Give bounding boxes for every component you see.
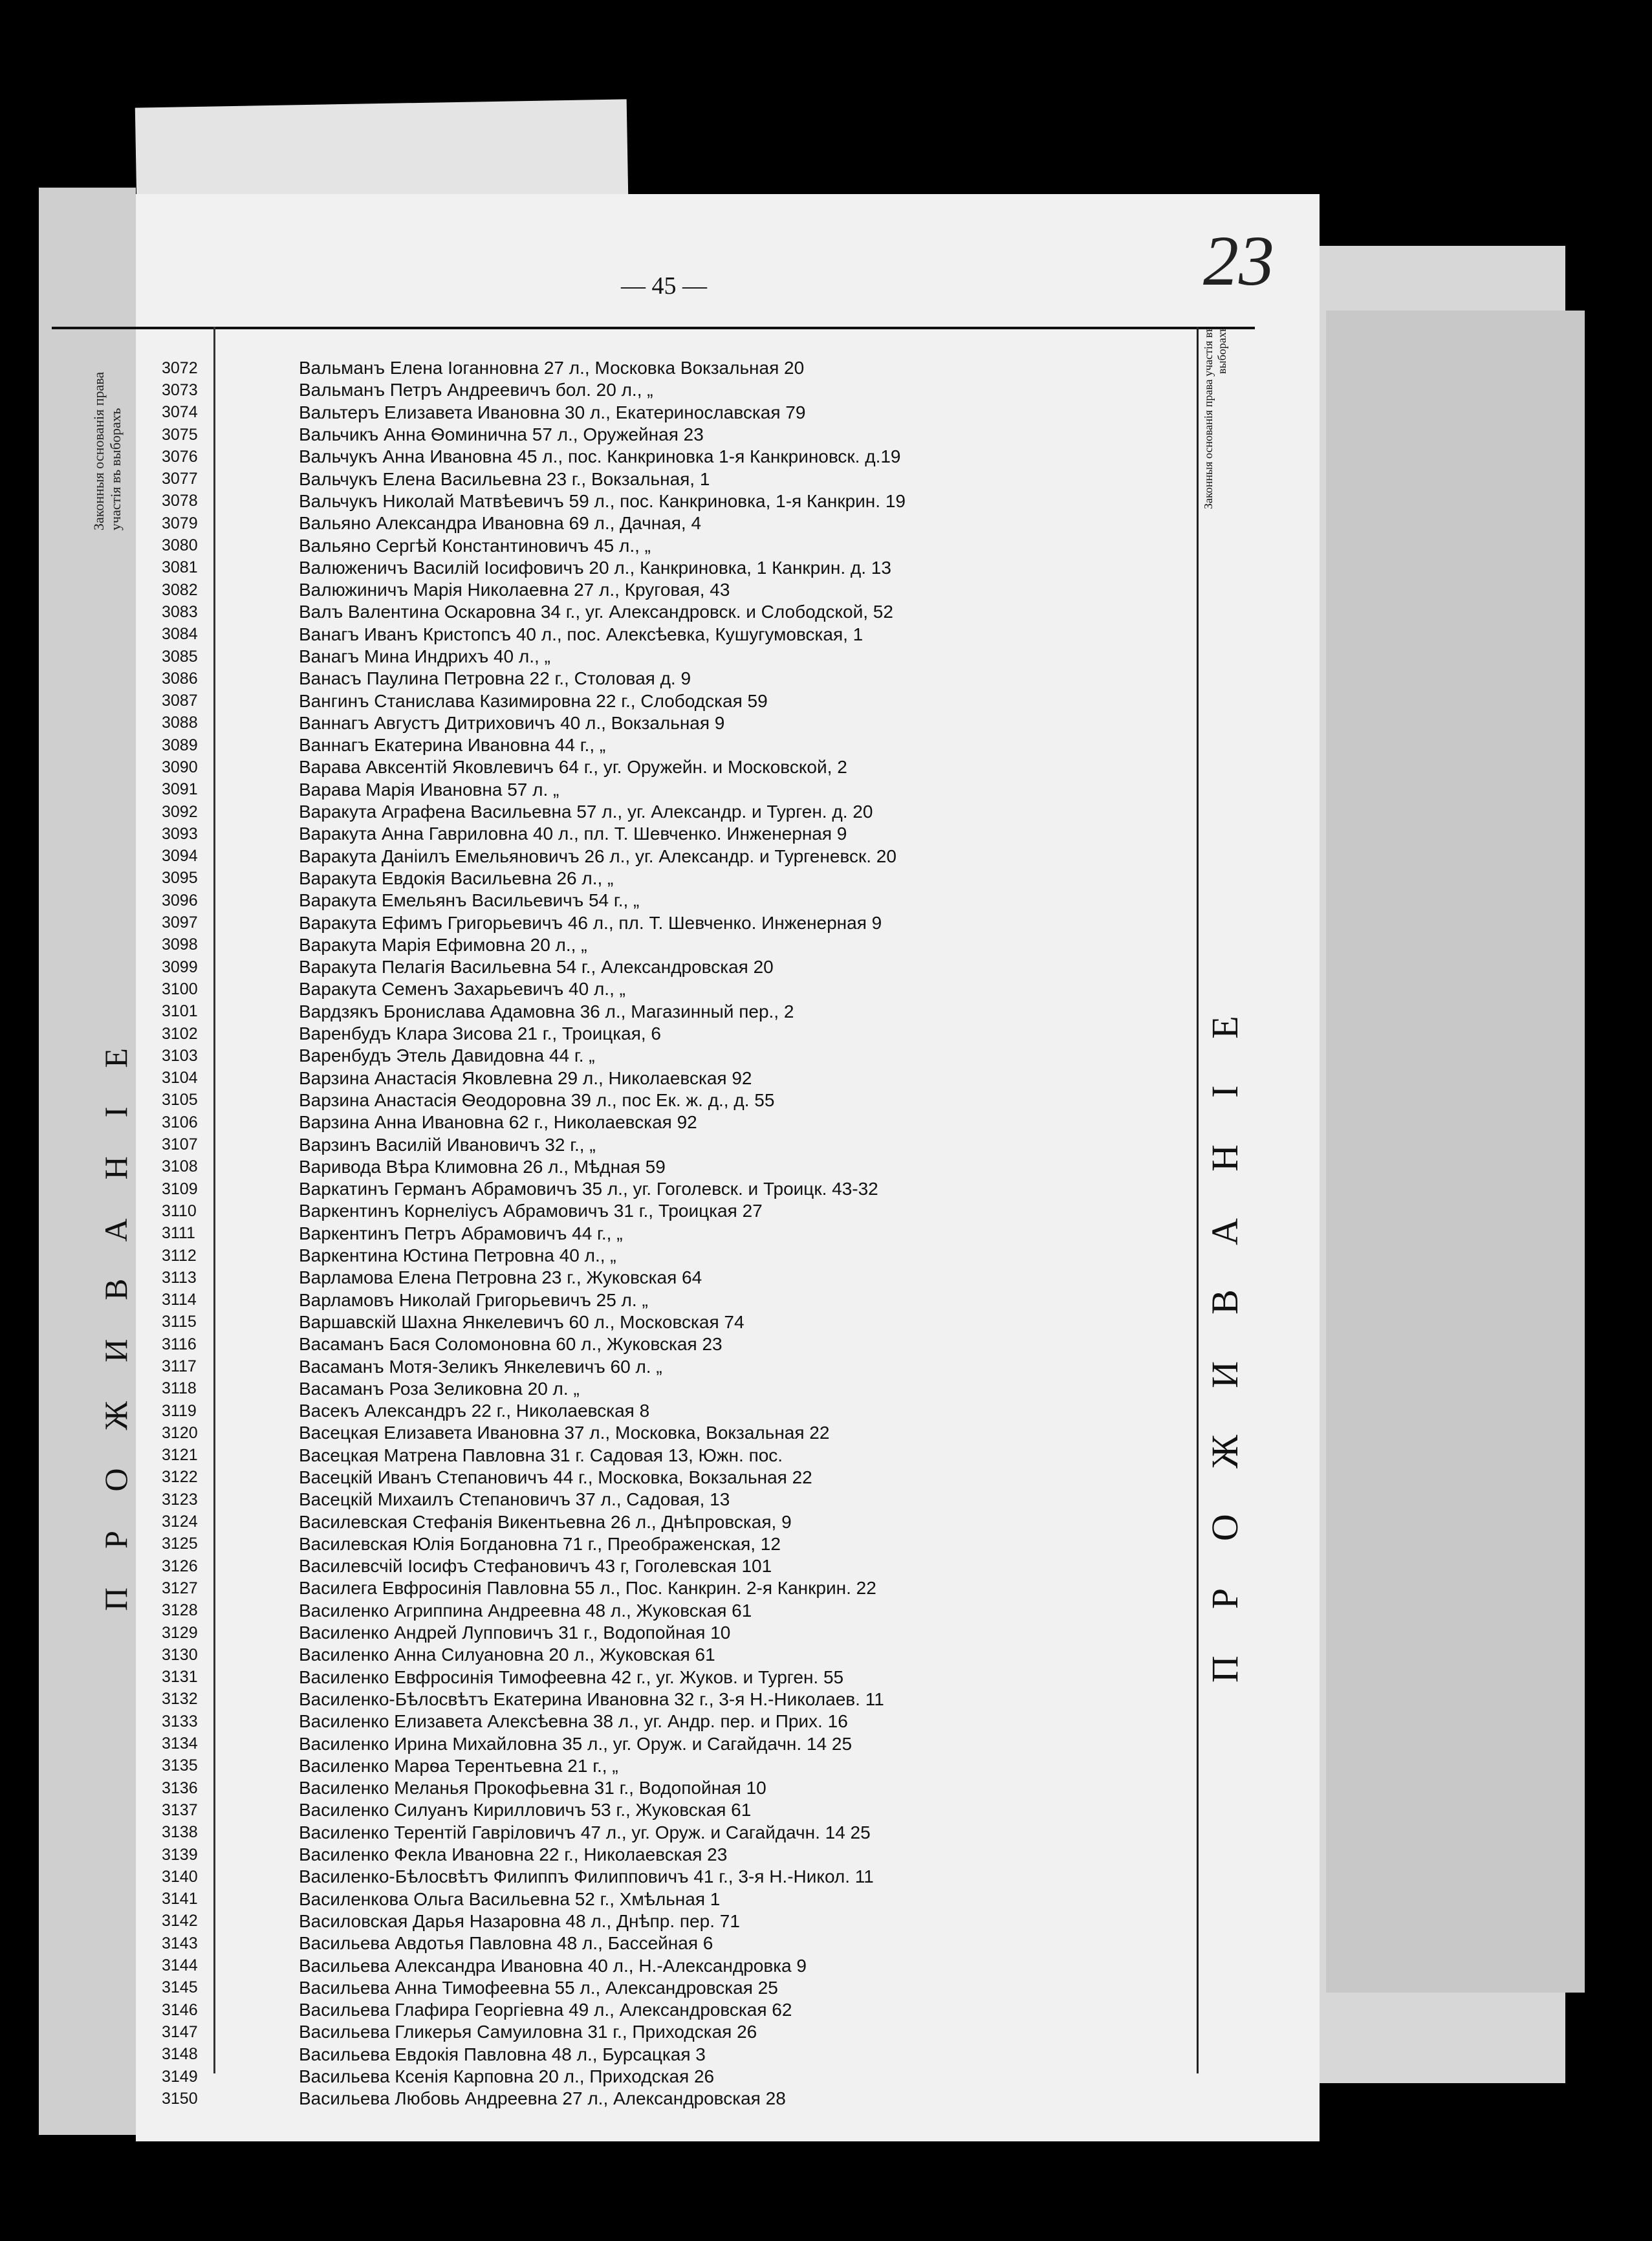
entry-text: Василенко Андрей Лупповичъ 31 г., Водопойная 10 [299, 1623, 731, 1643]
entry-text: Василега Евфросинія Павловна 55 л., Пос. Канкрин. 2-я Канкрин. 22 [299, 1578, 876, 1599]
entry-number: 3092 [162, 802, 198, 821]
entry-text: Вангинъ Станислава Казимировна 22 г., Слободская 59 [299, 690, 768, 711]
list-item [162, 712, 1184, 734]
entry-text: Василенко Елизавета Алексѣевна 38 л., уг. Андр. пер. и Прих. 16 [299, 1711, 848, 1732]
entry-number: 3083 [162, 602, 198, 621]
list-item [162, 912, 1184, 934]
entry-text: Васаманъ Бася Соломоновна 60 л., Жуковская 23 [299, 1334, 723, 1355]
right-column-rule [1197, 327, 1199, 2073]
entry-number: 3113 [162, 1268, 197, 1287]
entry-text: Валюженичъ Василій Іосифовичъ 20 л., Канкриновка, 1 Канкрин. д. 13 [299, 557, 891, 578]
entry-number: 3129 [162, 1623, 198, 1642]
entry-number: 3115 [162, 1313, 197, 1331]
entry-text: Ванагъ Иванъ Кристопсъ 40 л., пос. Алексѣевка, Кушугумовская, 1 [299, 624, 864, 644]
entry-number: 3109 [162, 1179, 198, 1198]
entry-text: Варенбудъ Этель Давидовна 44 г. „ [299, 1045, 595, 1066]
list-item [162, 1977, 1184, 1999]
entry-text: Варламова Елена Петровна 23 г., Жуковская 64 [299, 1267, 702, 1288]
entry-number: 3086 [162, 669, 198, 688]
entry-number: 3073 [162, 380, 198, 399]
entry-text: Васекъ Александръ 22 г., Николаевская 8 [299, 1401, 650, 1421]
entry-number: 3112 [162, 1246, 197, 1265]
entry-number: 3140 [162, 1867, 198, 1886]
entry-number: 3105 [162, 1091, 198, 1110]
right-column-label: Законныя основанія права участія въ выборахъ [1202, 327, 1228, 510]
list-item [162, 934, 1184, 956]
entry-text: Вальманъ Елена Іоганновна 27 л., Московка Вокзальная 20 [299, 358, 805, 378]
entry-number: 3103 [162, 1046, 198, 1065]
entry-text: Варзина Анастасія Яковлевна 29 л., Николаевская 92 [299, 1067, 752, 1088]
list-item [162, 624, 1184, 646]
entry-number: 3120 [162, 1423, 198, 1442]
entry-number: 3149 [162, 2067, 198, 2086]
entry-text: Вальчукъ Николай Матвѣевичъ 59 л., пос. Канкриновка, 1-я Канкрин. 19 [299, 490, 906, 511]
entry-text: Ванагъ Мина Индрихъ 40 л., „ [299, 646, 550, 666]
entry-number: 3087 [162, 692, 198, 710]
entry-text: Васильева Евдокія Павловна 48 л., Бурсацкая 3 [299, 2044, 706, 2064]
entry-text: Ванасъ Паулина Петровна 22 г., Столовая д. 9 [299, 668, 691, 689]
list-item [162, 512, 1184, 534]
entry-text: Василенко Евфросинія Тимофеевна 42 г., уг. Жуков. и Турген. 55 [299, 1667, 844, 1687]
entry-text: Ваннагъ Августъ Дитриховичъ 40 л., Вокзальная 9 [299, 712, 725, 733]
entry-number: 3096 [162, 891, 198, 910]
entry-number: 3118 [162, 1379, 197, 1398]
entry-text: Василенко Меланья Прокофьевна 31 г., Водопойная 10 [299, 1778, 766, 1798]
list-item [162, 1200, 1184, 1222]
right-column-word: ПРОЖИВАНІЕ [1204, 969, 1246, 1683]
entry-number: 3123 [162, 1490, 198, 1509]
entry-text: Василевская Стефанія Викентьевна 26 л., Днѣпровская, 9 [299, 1511, 792, 1532]
list-item [162, 1355, 1184, 1377]
entry-number: 3110 [162, 1201, 197, 1220]
list-item [162, 1511, 1184, 1533]
list-item [162, 1910, 1184, 1932]
list-item [162, 801, 1184, 823]
entry-text: Вальчикъ Анна Ѳоминична 57 л., Оружейная 23 [299, 424, 704, 445]
list-item [162, 668, 1184, 690]
entry-number: 3121 [162, 1446, 198, 1465]
entry-text: Васецкая Матрена Павловна 31 г. Садовая 13, Южн. пос. [299, 1445, 783, 1465]
list-item [162, 2021, 1184, 2043]
entry-text: Вальманъ Петръ Андреевичъ бол. 20 л., „ [299, 380, 653, 400]
entry-text: Варакута Анна Гавриловна 40 л., пл. Т. Шевченко. Инженерная 9 [299, 824, 847, 844]
entry-number: 3106 [162, 1113, 198, 1131]
entry-text: Варакута Семенъ Захарьевичъ 40 л., „ [299, 979, 625, 1000]
left-strip-label: Законныя основанія права участія въ выборахъ [91, 371, 124, 530]
entry-text: Василенко Силуанъ Кирилловичъ 53 г., Жуковская 61 [299, 1800, 752, 1820]
list-item [162, 1489, 1184, 1511]
entry-text: Васильева Глафира Георгіевна 49 л., Александровская 62 [299, 2000, 792, 2020]
list-item [162, 1089, 1184, 1111]
entry-text: Варивода Вѣра Климовна 26 л., Мѣдная 59 [299, 1156, 666, 1177]
list-item [162, 1378, 1184, 1400]
entry-number: 3150 [162, 2089, 198, 2108]
entry-text: Вальчукъ Анна Ивановна 45 л., пос. Канкриновка 1-я Канкриновск. д.19 [299, 446, 901, 467]
list-item [162, 1777, 1184, 1799]
entry-number: 3098 [162, 935, 198, 954]
list-item [162, 1866, 1184, 1888]
list-item [162, 1400, 1184, 1422]
entry-text: Вальтеръ Елизавета Ивановна 30 л., Екатеринославская 79 [299, 402, 806, 422]
entry-text: Василевсчій Іосифъ Стефановичъ 43 г, Гоголевская 101 [299, 1556, 772, 1577]
entry-text: Варакута Аграфена Васильевна 57 л., уг. Александр. и Турген. д. 20 [299, 802, 873, 822]
entry-text: Васецкій Михаилъ Степановичъ 37 л., Садовая, 13 [299, 1489, 730, 1510]
list-item [162, 1001, 1184, 1023]
entry-text: Варшавскій Шахна Янкелевичъ 60 л., Московская 74 [299, 1311, 744, 1332]
list-item [162, 2066, 1184, 2088]
left-strip-word: ПРОЖИВАНІЕ [98, 1009, 134, 1611]
list-item [162, 490, 1184, 512]
entry-number: 3126 [162, 1557, 198, 1575]
entry-number: 3137 [162, 1800, 198, 1819]
entry-number: 3114 [162, 1291, 197, 1309]
list-item [162, 1156, 1184, 1178]
entry-text: Васильева Ксенія Карповна 20 л., Приходская 26 [299, 2066, 715, 2086]
entry-number: 3090 [162, 758, 198, 776]
entry-text: Василенко Ирина Михайловна 35 л., уг. Оруж. и Сагайдачн. 14 25 [299, 1733, 853, 1754]
entry-number: 3080 [162, 536, 198, 555]
entry-number: 3074 [162, 403, 198, 422]
entry-number: 3089 [162, 736, 198, 754]
entry-number: 3127 [162, 1579, 198, 1597]
entry-number: 3134 [162, 1734, 198, 1753]
entry-number: 3116 [162, 1335, 197, 1353]
entry-number: 3130 [162, 1645, 198, 1664]
list-item [162, 1954, 1184, 1976]
entry-number: 3131 [162, 1668, 198, 1687]
entry-number: 3101 [162, 1002, 198, 1021]
list-item [162, 823, 1184, 845]
entry-text: Варава Авксентій Яковлевичъ 64 г., уг. Оружейн. и Московской, 2 [299, 757, 847, 778]
list-item [162, 1267, 1184, 1289]
list-item [162, 534, 1184, 556]
entry-text: Варзинъ Василій Ивановичъ 32 г., „ [299, 1134, 596, 1155]
entry-number: 3095 [162, 869, 198, 888]
list-item [162, 1667, 1184, 1689]
list-item [162, 1245, 1184, 1267]
entry-number: 3146 [162, 2000, 198, 2019]
list-item [162, 690, 1184, 712]
entry-text: Варакута Евдокія Васильевна 26 л., „ [299, 868, 614, 888]
entry-text: Варкентина Юстина Петровна 40 л., „ [299, 1245, 616, 1266]
list-item [162, 1689, 1184, 1711]
entry-text: Варакута Ефимъ Григорьевичъ 46 л., пл. Т. Шевченко. Инженерная 9 [299, 912, 882, 933]
list-item [162, 1622, 1184, 1644]
entry-number: 3076 [162, 447, 198, 466]
entry-text: Варенбудъ Клара Зисова 21 г., Троицкая, 6 [299, 1023, 661, 1044]
entry-text: Васаманъ Мотя-Зеликъ Янкелевичъ 60 л. „ [299, 1356, 662, 1377]
entry-text: Васильева Авдотья Павловна 48 л., Бассейная 6 [299, 1933, 713, 1954]
list-item [162, 1755, 1184, 1777]
list-item [162, 1311, 1184, 1333]
entry-number: 3108 [162, 1157, 198, 1176]
list-item [162, 1467, 1184, 1489]
entry-number: 3119 [162, 1401, 197, 1420]
list-item [162, 1045, 1184, 1067]
entry-number: 3077 [162, 470, 198, 488]
entry-text: Васильева Александра Ивановна 40 л., Н.-Александровка 9 [299, 1955, 807, 1976]
list-item [162, 1289, 1184, 1311]
entry-text: Василенко Анна Силуановна 20 л., Жуковская 61 [299, 1645, 715, 1665]
entry-number: 3132 [162, 1690, 198, 1709]
list-item [162, 357, 1184, 379]
entry-number: 3078 [162, 492, 198, 510]
entry-text: Василенко-Бѣлосвѣтъ Екатерина Ивановна 32 г., 3-я Н.-Николаев. 11 [299, 1689, 884, 1709]
entry-number: 3091 [162, 780, 198, 799]
entry-number: 3128 [162, 1601, 198, 1620]
entry-number: 3133 [162, 1712, 198, 1731]
list-item [162, 557, 1184, 579]
entry-number: 3143 [162, 1934, 198, 1952]
entry-number: 3093 [162, 824, 198, 843]
list-item [162, 1932, 1184, 1954]
entry-text: Васецкій Иванъ Степановичъ 44 г., Московка, Вокзальная 22 [299, 1467, 812, 1487]
entry-text: Варзина Анастасія Ѳеодоровна 39 л., пос Ек. ж. д., д. 55 [299, 1089, 775, 1110]
entry-text: Варакута Емельянъ Васильевичъ 54 г., „ [299, 890, 640, 911]
entry-text: Вальяно Александра Ивановна 69 л., Дачная, 4 [299, 513, 702, 534]
list-item [162, 402, 1184, 424]
entry-number: 3094 [162, 847, 198, 866]
entry-number: 3075 [162, 425, 198, 444]
entry-number: 3148 [162, 2045, 198, 2064]
list-item [162, 1711, 1184, 1733]
entry-text: Василенко Агриппина Андреевна 48 л., Жуковская 61 [299, 1600, 752, 1621]
entry-number: 3081 [162, 558, 198, 577]
entry-text: Ваннагъ Екатерина Ивановна 44 г., „ [299, 735, 606, 756]
entry-text: Варакута Пелагія Васильевна 54 г., Александровская 20 [299, 957, 774, 978]
list-item [162, 1023, 1184, 1045]
list-item [162, 1133, 1184, 1155]
page-number: — 45 — [621, 272, 707, 300]
list-item [162, 1844, 1184, 1866]
entry-number: 3124 [162, 1513, 198, 1531]
list-item [162, 2044, 1184, 2066]
entry-number: 3136 [162, 1778, 198, 1797]
list-item [162, 1888, 1184, 1910]
list-item [162, 1600, 1184, 1622]
archive-mark: 23 [1203, 221, 1274, 300]
entry-text: Варзина Анна Ивановна 62 г., Николаевская 92 [299, 1112, 697, 1133]
entry-number: 3100 [162, 979, 198, 998]
list-item [162, 446, 1184, 468]
list-item [162, 468, 1184, 490]
list-item [162, 890, 1184, 912]
list-item [162, 1178, 1184, 1200]
entry-text: Васаманъ Роза Зеликовна 20 л. „ [299, 1378, 580, 1399]
top-paper-slip [135, 99, 629, 204]
list-item [162, 1644, 1184, 1666]
entry-number: 3145 [162, 1978, 198, 1997]
list-item [162, 1799, 1184, 1821]
list-item [162, 1999, 1184, 2021]
entry-text: Варламовъ Николай Григорьевичъ 25 л. „ [299, 1289, 648, 1310]
list-item [162, 646, 1184, 668]
entry-number: 3088 [162, 714, 198, 732]
list-item [162, 579, 1184, 601]
entry-number: 3097 [162, 913, 198, 932]
entry-text: Варкентинъ Корнеліусъ Абрамовичъ 31 г., Троицкая 27 [299, 1201, 763, 1221]
list-item [162, 1422, 1184, 1444]
entry-number: 3139 [162, 1845, 198, 1864]
list-item [162, 846, 1184, 868]
entry-text: Василевская Юлія Богдановна 71 г., Преображенская, 12 [299, 1533, 781, 1554]
entry-text: Варкатинъ Германъ Абрамовичъ 35 л., уг. Гоголевск. и Троицк. 43-32 [299, 1179, 878, 1199]
entry-text: Василенко Терентій Гавріловичъ 47 л., уг. Оруж. и Сагайдачн. 14 25 [299, 1822, 871, 1842]
list-item [162, 1067, 1184, 1089]
entry-text: Вальчукъ Елена Васильевна 23 г., Вокзальная, 1 [299, 468, 710, 489]
entry-number: 3085 [162, 647, 198, 666]
entry-number: 3117 [162, 1357, 197, 1375]
entry-number: 3099 [162, 957, 198, 976]
list-item [162, 756, 1184, 778]
entry-number: 3104 [162, 1069, 198, 1088]
entry-number: 3079 [162, 514, 198, 532]
list-item [162, 1223, 1184, 1245]
entry-number: 3147 [162, 2022, 198, 2041]
entry-number: 3082 [162, 580, 198, 599]
list-item [162, 1555, 1184, 1577]
entry-text: Валюжиничъ Марія Николаевна 27 л., Круговая, 43 [299, 580, 730, 600]
list-item [162, 956, 1184, 978]
entry-text: Василенко-Бѣлосвѣтъ Филиппъ Филипповичъ 41 г., 3-я Н.-Никол. 11 [299, 1866, 874, 1887]
voter-list [162, 357, 1184, 2110]
entry-number: 3141 [162, 1890, 198, 1908]
list-item [162, 1822, 1184, 1844]
list-item [162, 424, 1184, 446]
header-rule [52, 327, 1255, 329]
entry-text: Вардзякъ Бронислава Адамовна 36 л., Магазинный пер., 2 [299, 1001, 794, 1022]
list-item [162, 734, 1184, 756]
entry-text: Варакута Даніилъ Емельяновичъ 26 л., уг. Александр. и Тургеневск. 20 [299, 846, 897, 866]
list-item [162, 2088, 1184, 2110]
list-item [162, 379, 1184, 401]
entry-text: Васильева Анна Тимофеевна 55 л., Александровская 25 [299, 1977, 778, 1998]
entry-number: 3144 [162, 1956, 198, 1975]
entry-number: 3138 [162, 1823, 198, 1842]
list-item [162, 1733, 1184, 1755]
list-item [162, 779, 1184, 801]
entry-text: Василенкова Ольга Васильевна 52 г., Хмѣльная 1 [299, 1888, 721, 1909]
entry-text: Василенко Марѳа Терентьевна 21 г., „ [299, 1755, 618, 1776]
entry-text: Валъ Валентина Оскаровна 34 г., уг. Александровск. и Слободской, 52 [299, 602, 893, 622]
entry-text: Васильева Гликерья Самуиловна 31 г., Приходская 26 [299, 2022, 757, 2042]
entry-text: Васильева Любовь Андреевна 27 л., Александровская 28 [299, 2088, 786, 2109]
entry-number: 3125 [162, 1535, 198, 1553]
entry-text: Вальяно Сергѣй Константиновичъ 45 л., „ [299, 535, 651, 556]
entry-number: 3135 [162, 1756, 198, 1775]
list-item [162, 1533, 1184, 1555]
entry-text: Варкентинъ Петръ Абрамовичъ 44 г., „ [299, 1223, 623, 1243]
entry-number: 3084 [162, 625, 198, 644]
entry-text: Василовская Дарья Назаровна 48 л., Днѣпр. пер. 71 [299, 1910, 740, 1931]
background-sheet-inner [1326, 311, 1585, 1993]
entry-number: 3122 [162, 1468, 198, 1487]
entry-text: Варава Марія Ивановна 57 л. „ [299, 779, 560, 800]
list-item [162, 1577, 1184, 1599]
entry-text: Васецкая Елизавета Ивановна 37 л., Московка, Вокзальная 22 [299, 1423, 830, 1443]
entry-text: Василенко Фекла Ивановна 22 г., Николаевская 23 [299, 1844, 728, 1865]
list-item [162, 601, 1184, 623]
list-item [162, 1111, 1184, 1133]
entry-number: 3111 [162, 1224, 195, 1243]
entry-number: 3107 [162, 1135, 198, 1154]
list-item [162, 978, 1184, 1000]
list-item [162, 1333, 1184, 1355]
entry-number: 3142 [162, 1912, 198, 1930]
list-item [162, 868, 1184, 890]
entry-number: 3102 [162, 1024, 198, 1043]
entry-number: 3072 [162, 358, 198, 377]
list-item [162, 1445, 1184, 1467]
entry-text: Варакута Марія Ефимовна 20 л., „ [299, 934, 587, 955]
